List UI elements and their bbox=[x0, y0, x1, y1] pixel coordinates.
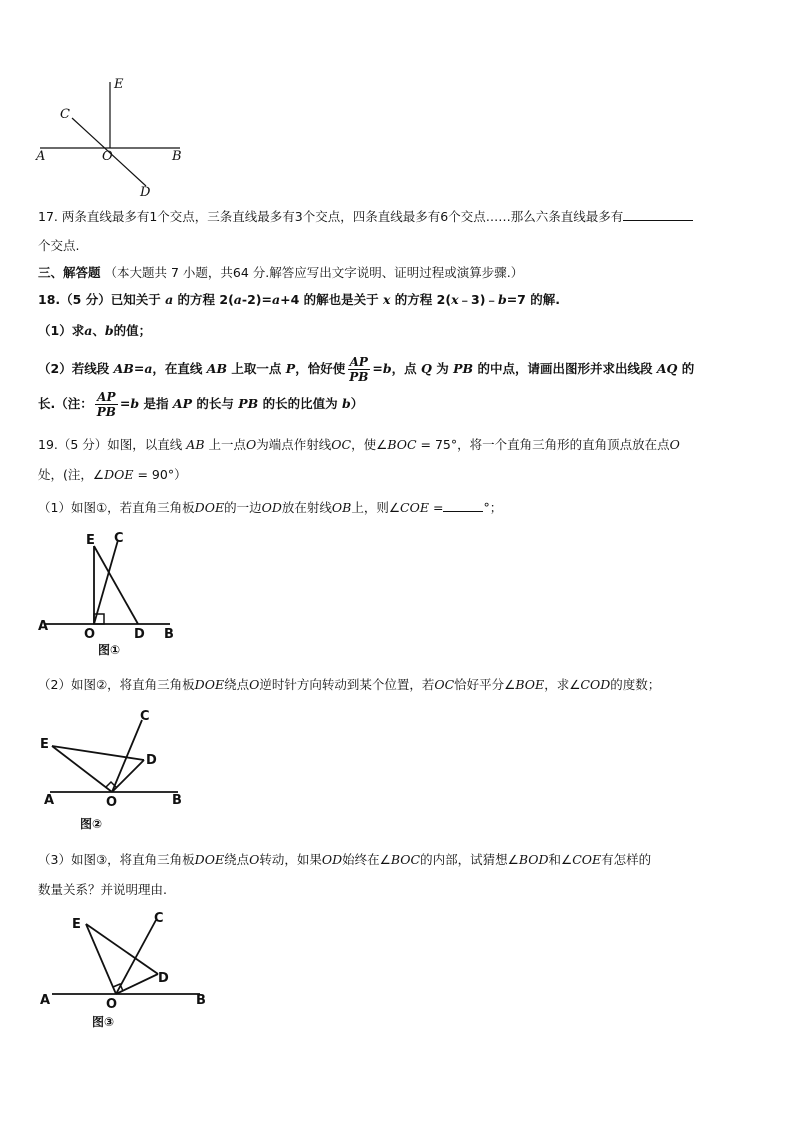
fig1-caption: 图① bbox=[98, 643, 121, 657]
fig3-ray-OC bbox=[116, 920, 156, 994]
figure-1 bbox=[36, 526, 196, 660]
fig1-label-B: B bbox=[164, 627, 174, 642]
label-D: D bbox=[140, 185, 151, 200]
fraction-AP-PB: $\frac{AP}{PB}$ bbox=[349, 355, 369, 384]
fig1-label-C: C bbox=[114, 531, 124, 546]
q17-answer-blank bbox=[623, 207, 693, 221]
q19-part1: （1）如图①，若直角三角板DOE的一边OD放在射线OB上，则∠COE = °； bbox=[38, 500, 503, 515]
fig3-label-A: A bbox=[40, 993, 51, 1008]
label-E: E bbox=[114, 77, 124, 92]
fig1-label-E: E bbox=[86, 533, 95, 548]
fig2-side-OD bbox=[112, 760, 144, 792]
q18-intro: 18.（5 分）已知关于 a 的方程 2(a-2)=a+4 的解也是关于 x 的方程 2(x﹣3)﹣b=7 的解. bbox=[38, 292, 560, 307]
fig2-label-E: E bbox=[40, 737, 49, 752]
fig1-hyp-ED bbox=[94, 546, 138, 624]
q19-intro-line1: 19.（5 分）如图，以直线 AB 上一点O为端点作射线OC，使∠BOC = 75°，将一个直角三角形的直角顶点放在点O bbox=[38, 437, 680, 452]
q18-part1: （1）求a、b的值； bbox=[38, 323, 152, 338]
fig1-label-A: A bbox=[38, 619, 49, 634]
fig2-right-angle-mark bbox=[106, 782, 116, 787]
fig2-label-C: C bbox=[140, 709, 150, 724]
fig2-label-O: O bbox=[106, 795, 118, 810]
fig3-label-E: E bbox=[72, 917, 81, 932]
q17-line2: 个交点. bbox=[38, 238, 80, 253]
fraction-AP-PB-note: $\frac{AP}{PB}$ bbox=[96, 390, 116, 419]
label-O: O bbox=[102, 149, 113, 164]
figure-2 bbox=[36, 706, 196, 836]
figure-3 bbox=[36, 906, 220, 1036]
fig3-label-C: C bbox=[154, 911, 164, 926]
q19-part3-line1: （3）如图③，将直角三角板DOE绕点O转动，如果OD始终在∠BOC的内部，试猜想∠BOD和∠COE有怎样的 bbox=[38, 852, 652, 867]
top-intersection-figure bbox=[30, 72, 200, 202]
q18-part2-line1: （2）若线段 AB=a，在直线 AB 上取一点 P，恰好使 $\frac{AP}{PB}$ =b，点 Q 为 PB 的中点，请画出图形并求出线段 AQ 的 bbox=[38, 355, 695, 384]
section-heading: 三、解答题 （本大题共 7 小题，共64 分.解答应写出文字说明、证明过程或演算步骤.） bbox=[38, 265, 524, 280]
q19-intro-line2: 处，(注，∠DOE = 90°） bbox=[38, 467, 187, 482]
label-B: B bbox=[172, 149, 182, 164]
fig3-label-B: B bbox=[196, 993, 206, 1008]
fig3-caption: 图③ bbox=[92, 1015, 115, 1029]
fig3-label-D: D bbox=[158, 971, 169, 986]
q19-part2: （2）如图②，将直角三角板DOE绕点O逆时针方向转动到某个位置，若OC恰好平分∠BOE，求∠COD的度数； bbox=[38, 677, 661, 692]
fig2-label-A: A bbox=[44, 793, 55, 808]
label-A: A bbox=[36, 149, 46, 164]
label-C: C bbox=[60, 107, 70, 122]
q17-line1: 17. 两条直线最多有1个交点，三条直线最多有3个交点，四条直线最多有6个交点……那么六条直线最多有 bbox=[38, 207, 693, 226]
q19-answer-blank bbox=[443, 498, 483, 512]
fig2-caption: 图② bbox=[80, 817, 103, 831]
q18-part2-line2: 长.（注： $\frac{AP}{PB}$ =b 是指 AP 的长与 PB 的长的比值为 b） bbox=[38, 390, 364, 419]
fig3-label-O: O bbox=[106, 997, 118, 1012]
fig1-label-O: O bbox=[84, 627, 96, 642]
fig2-label-B: B bbox=[172, 793, 182, 808]
q19-part3-line2: 数量关系？并说明理由. bbox=[38, 882, 167, 897]
fig1-label-D: D bbox=[134, 627, 145, 642]
fig2-label-D: D bbox=[146, 753, 157, 768]
